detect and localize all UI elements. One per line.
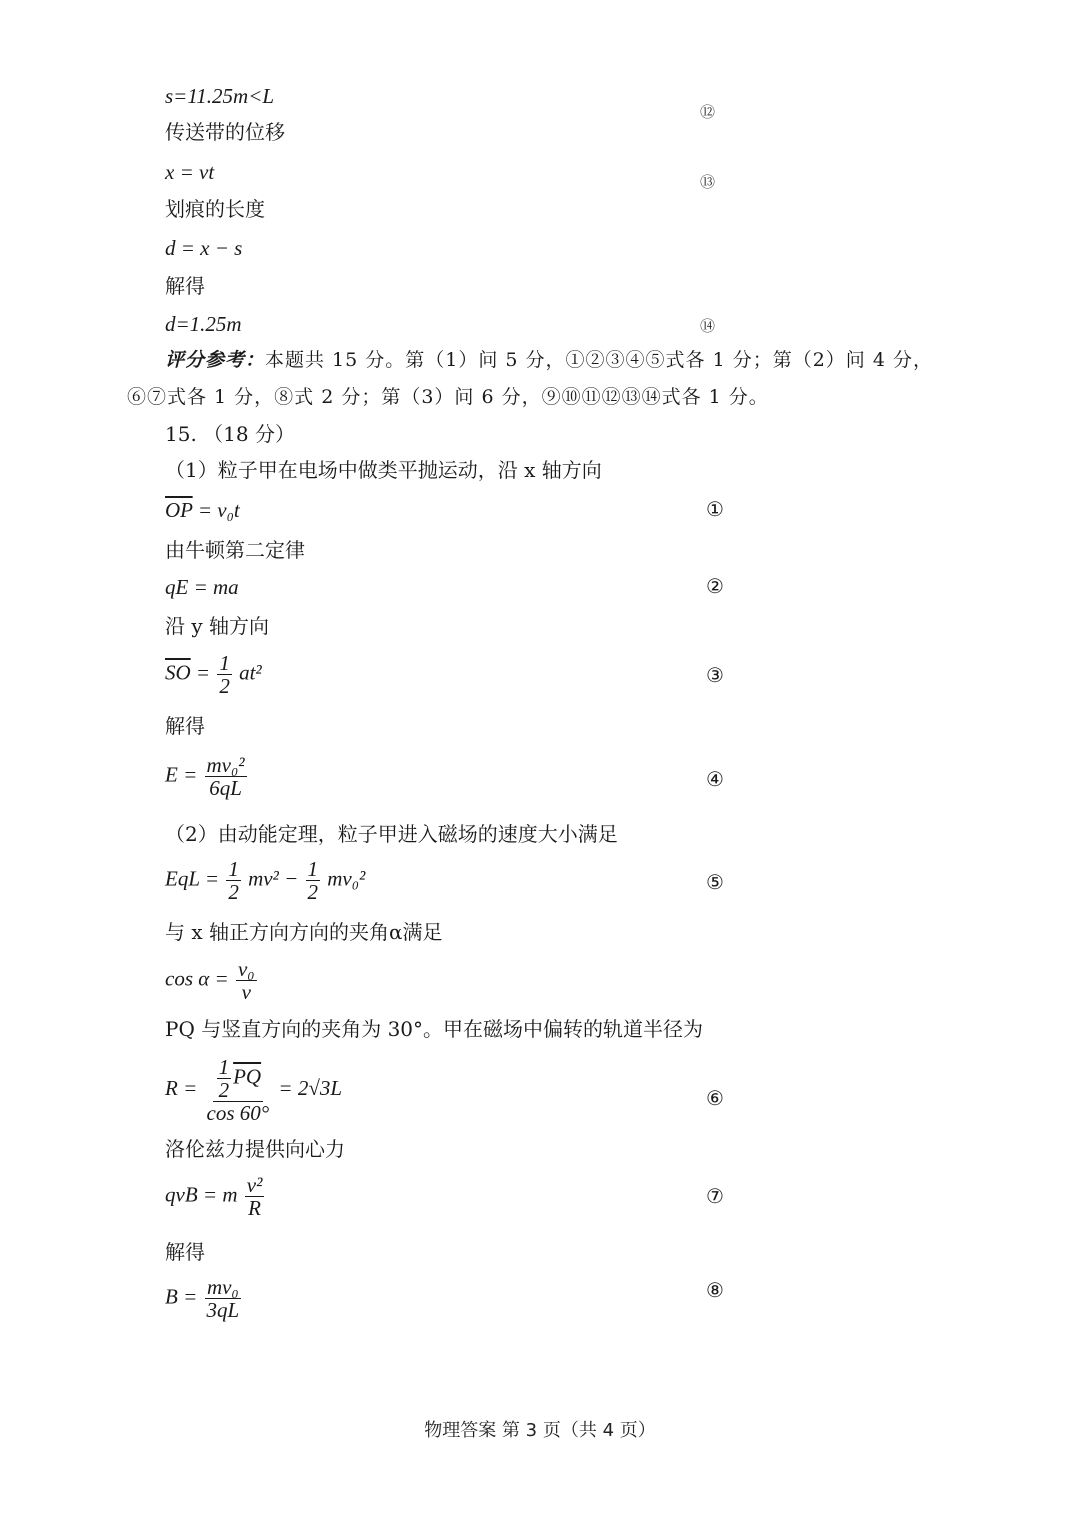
eq-number-7: ⑦ — [706, 1184, 724, 1208]
eq-qe-ma: qE = ma — [165, 575, 239, 599]
lorentz-label: 洛伦兹力提供向心力 — [165, 1137, 345, 1161]
eq-radius — [165, 1056, 342, 1124]
newton-law-label: 由牛顿第二定律 — [165, 538, 305, 562]
eq-number-13: ⑬ — [700, 173, 716, 191]
r-lhs: R = — [165, 1075, 198, 1100]
eq-d-value: d=1.25m — [165, 312, 242, 336]
q15-part2-intro: （2）由动能定理，粒子甲进入磁场的速度大小满足 — [165, 822, 618, 846]
half-a-denominator: 2 — [228, 880, 239, 905]
half-fraction-b — [306, 858, 321, 903]
eq-number-2: ② — [706, 574, 724, 598]
eq-e-field — [165, 754, 249, 799]
b-numerator: mv₀ — [206, 1275, 239, 1299]
eql-lhs: EqL = — [165, 866, 220, 891]
eq-so — [165, 652, 262, 697]
q15-part1-intro: （1）粒子甲在电场中做类平抛运动，沿 x 轴方向 — [165, 458, 602, 482]
eql-term2: mv₀² — [327, 866, 366, 891]
eq-x-vt: x = vt — [165, 160, 215, 184]
eq-b-field — [165, 1276, 243, 1321]
eql-term1: mv² − — [248, 866, 299, 891]
grading-line-1 — [165, 348, 933, 372]
eq-number-5: ⑤ — [706, 870, 724, 894]
eq-number-8: ⑧ — [706, 1278, 724, 1302]
eq-cos-alpha — [165, 958, 259, 1003]
e-numerator: mv₀² — [206, 753, 245, 777]
q15-heading: 15. （18 分） — [165, 422, 295, 446]
so-segment: $\overline{SO}$ — [165, 660, 191, 685]
eq-d-x-s: d = x − s — [165, 236, 243, 260]
r-denominator: cos 60° — [206, 1101, 270, 1126]
eq-energy — [165, 858, 365, 903]
eq-s-value: s=11.25m<L — [165, 84, 275, 108]
half-numerator: 1 — [219, 651, 230, 675]
grading-line-2: ⑥⑦式各 1 分，⑧式 2 分；第（3）问 6 分，⑨⑩⑪⑫⑬⑭式各 1 分。 — [127, 386, 769, 408]
r-half-denominator: 2 — [218, 1078, 230, 1103]
e-lhs: E = — [165, 762, 198, 787]
page-footer: 物理答案 第 3 页（共 4 页） — [424, 1420, 656, 1441]
half-b-denominator: 2 — [307, 880, 319, 905]
eq-number-4: ④ — [706, 767, 724, 791]
y-direction-label: 沿 y 轴方向 — [165, 614, 270, 638]
so-equals: = — [195, 660, 211, 685]
eq-qvb — [165, 1174, 266, 1219]
solve-label-3: 解得 — [165, 1240, 205, 1264]
e-fraction — [205, 754, 247, 799]
solve-label-2: 解得 — [165, 714, 205, 738]
grading-title: 评分参考： — [165, 349, 266, 371]
qvb-denominator: R — [248, 1196, 261, 1221]
eq-number-14: ⑭ — [700, 317, 716, 335]
b-fraction — [205, 1276, 242, 1321]
b-denominator: 3qL — [206, 1298, 240, 1323]
r-pq-segment: $\overline{PQ}$ — [233, 1064, 262, 1089]
angle-label: 与 x 轴正方向方向的夹角α满足 — [165, 920, 443, 944]
scratch-length-label: 划痕的长度 — [165, 197, 265, 221]
r-half-numerator: 1 — [218, 1055, 230, 1079]
half-fraction — [217, 652, 232, 697]
pq-angle-text: PQ 与竖直方向的夹角为 30°。甲在磁场中偏转的轨道半径为 — [165, 1017, 704, 1041]
r-half-fraction — [217, 1056, 232, 1101]
eq-number-12: ⑫ — [700, 103, 716, 121]
cos-numerator: v₀ — [237, 957, 255, 981]
cos-lhs: cos α = — [165, 966, 229, 991]
cos-denominator: v — [241, 980, 251, 1005]
qvb-lhs: qvB = m — [165, 1182, 238, 1207]
b-lhs: B = — [165, 1284, 198, 1309]
qvb-numerator: v² — [246, 1173, 263, 1197]
eq-number-1: ① — [706, 497, 724, 521]
half-fraction-a — [226, 858, 241, 903]
so-rhs: at² — [239, 660, 262, 685]
grading-text-1: 本题共 15 分。第（1）问 5 分，①②③④⑤式各 1 分；第（2）问 4 分， — [265, 349, 933, 371]
qvb-fraction — [245, 1174, 265, 1219]
half-denominator: 2 — [219, 674, 230, 699]
belt-displacement-label: 传送带的位移 — [165, 120, 285, 144]
op-rhs: = v₀t — [197, 498, 240, 522]
eq-number-6: ⑥ — [706, 1086, 724, 1110]
solve-label-1: 解得 — [165, 274, 205, 298]
eq-op — [165, 498, 240, 522]
cos-fraction — [236, 958, 257, 1003]
op-segment: $\overline{OP}$ — [165, 498, 193, 522]
eq-number-3: ③ — [706, 663, 724, 687]
half-a-numerator: 1 — [228, 857, 239, 881]
r-numerator — [213, 1056, 264, 1102]
e-denominator: 6qL — [209, 776, 242, 801]
r-fraction — [205, 1056, 272, 1124]
half-b-numerator: 1 — [307, 857, 319, 881]
r-rhs: = 2√3L — [278, 1075, 343, 1100]
